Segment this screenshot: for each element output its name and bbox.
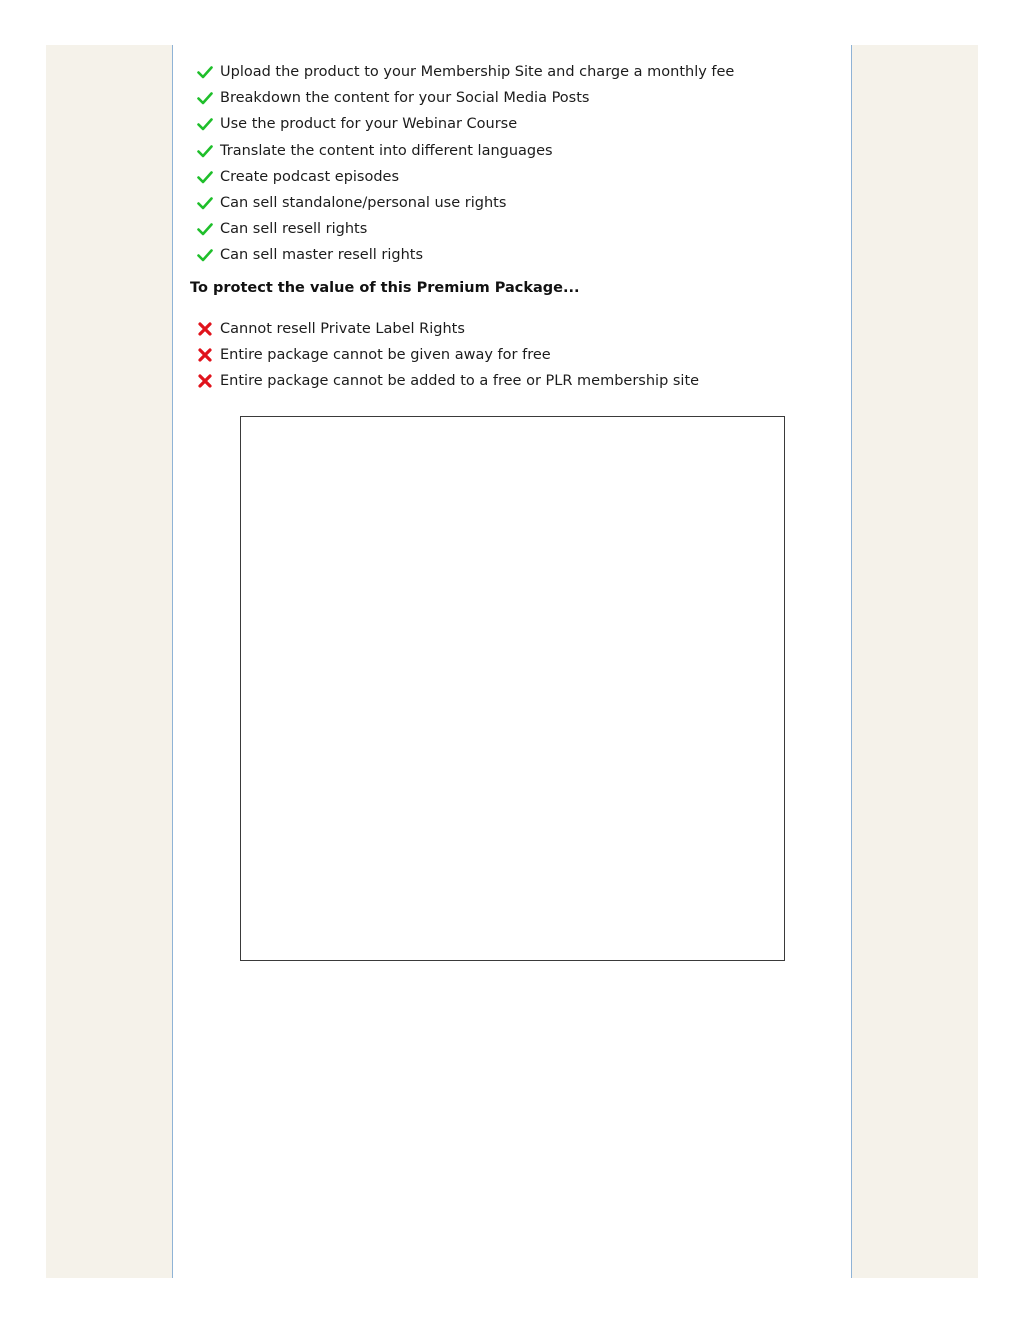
check-icon — [197, 169, 213, 185]
protect-heading: To protect the value of this Premium Package... — [190, 280, 580, 296]
check-icon — [197, 247, 213, 263]
check-icon — [197, 64, 213, 80]
denied-right-item — [197, 316, 837, 342]
check-icon — [197, 143, 213, 159]
cross-icon — [197, 373, 213, 389]
denied-right-label: Entire package cannot be given away for free — [220, 347, 551, 364]
allowed-right-label: Breakdown the content for your Social Media Posts — [220, 90, 590, 107]
allowed-right-item — [197, 164, 837, 190]
denied-right-label: Entire package cannot be added to a free or PLR membership site — [220, 373, 700, 390]
allowed-right-label: Use the product for your Webinar Course — [220, 116, 518, 133]
denied-right-item — [197, 342, 837, 368]
allowed-right-item — [197, 242, 837, 268]
product-image-placeholder — [240, 416, 785, 961]
denied-rights-list — [197, 316, 837, 395]
allowed-right-label: Can sell resell rights — [220, 221, 368, 238]
allowed-right-item — [197, 111, 837, 137]
cross-icon — [197, 321, 213, 337]
allowed-right-label: Translate the content into different languages — [220, 142, 553, 159]
allowed-right-item — [197, 190, 837, 216]
check-icon — [197, 90, 213, 106]
allowed-right-label: Create podcast episodes — [220, 168, 400, 185]
content-column — [172, 45, 852, 1278]
check-icon — [197, 221, 213, 237]
allowed-right-item — [197, 216, 837, 242]
allowed-right-label: Can sell standalone/personal use rights — [220, 195, 507, 212]
check-icon — [197, 195, 213, 211]
allowed-right-item — [197, 85, 837, 111]
allowed-right-label: Can sell master resell rights — [220, 247, 424, 264]
allowed-right-label: Upload the product to your Membership Site and charge a monthly fee — [220, 64, 735, 81]
allowed-right-item — [197, 59, 837, 85]
denied-right-item — [197, 368, 837, 394]
check-icon — [197, 116, 213, 132]
allowed-rights-list — [197, 59, 837, 269]
cross-icon — [197, 347, 213, 363]
denied-right-label: Cannot resell Private Label Rights — [220, 321, 465, 338]
allowed-right-item — [197, 138, 837, 164]
